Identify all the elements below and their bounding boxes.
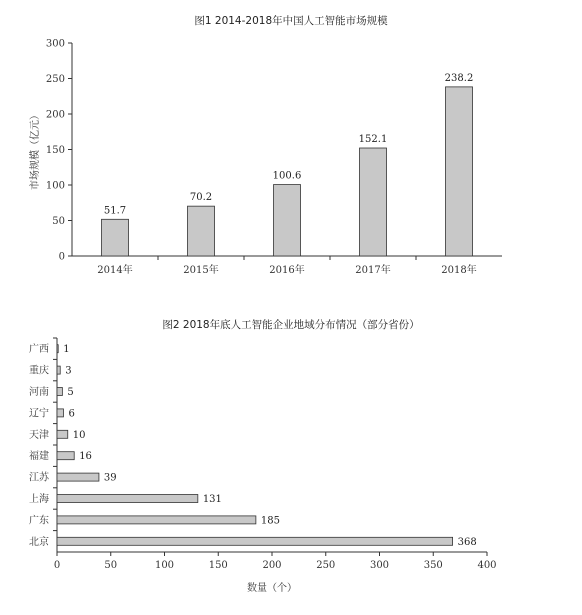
chart2-bar [57, 495, 198, 503]
chart1-y-tick-label: 100 [45, 180, 65, 192]
enterprise-distribution-bar-chart [0, 300, 582, 615]
chart1-data-label: 100.6 [272, 170, 302, 182]
chart2-data-label: 16 [79, 451, 92, 463]
chart1-category-label: 2018年 [441, 265, 477, 276]
chart1-category-label: 2016年 [269, 265, 305, 276]
chart1-bar [274, 185, 301, 256]
chart1-category-label: 2015年 [183, 265, 219, 276]
chart1-y-tick-label: 150 [45, 145, 65, 156]
chart2-data-label: 185 [260, 515, 280, 527]
chart2-data-label: 131 [202, 494, 222, 505]
chart2-bar [57, 388, 62, 396]
chart2-bar [57, 366, 60, 374]
chart2-bar [57, 537, 453, 545]
chart2-category-label: 天津 [29, 429, 49, 441]
chart2-x-tick-label: 350 [423, 560, 443, 571]
chart1-category-label: 2017年 [355, 265, 391, 276]
chart2-title: 图2 2018年底人工智能企业地域分布情况（部分省份） [162, 319, 420, 331]
chart1-y-tick-label: 300 [45, 38, 65, 50]
chart1-bar [188, 206, 215, 256]
chart2-bar [57, 516, 256, 524]
chart2-x-tick-label: 150 [208, 560, 228, 571]
chart1-y-tick-label: 0 [58, 251, 65, 263]
chart2-x-tick-label: 200 [262, 560, 282, 571]
chart1-data-label: 152.1 [358, 134, 388, 146]
chart1-bar [360, 148, 387, 256]
chart1-category-label: 2014年 [97, 265, 133, 276]
chart2-x-tick-label: 400 [477, 560, 497, 571]
chart2-bar [57, 452, 74, 460]
chart2-data-label: 5 [67, 387, 74, 398]
chart2-bar [57, 409, 63, 417]
chart1-y-axis-label: 市场规模（亿元） [30, 110, 41, 190]
chart2-category-label: 河南 [29, 387, 49, 398]
chart2-category-label: 重庆 [29, 365, 49, 377]
chart2-x-tick-label: 0 [53, 560, 61, 571]
chart1-data-label: 51.7 [103, 205, 127, 217]
market-size-bar-chart [0, 0, 582, 300]
chart2-bar [57, 473, 99, 481]
chart2-data-label: 1 [63, 344, 70, 356]
chart2-data-label: 3 [65, 365, 72, 377]
chart2-bar [57, 345, 58, 353]
chart1-data-label: 70.2 [189, 192, 213, 204]
chart2-category-label: 福建 [29, 451, 49, 463]
chart1-bar [446, 87, 473, 256]
chart2-x-tick-label: 300 [369, 560, 390, 571]
chart2-category-label: 辽宁 [29, 408, 49, 420]
chart2-data-label: 39 [103, 472, 117, 484]
chart1-y-tick-label: 250 [45, 74, 65, 85]
chart1-y-tick-label: 50 [52, 216, 65, 227]
chart2-data-label: 368 [457, 536, 477, 548]
chart2-x-tick-label: 250 [316, 560, 336, 571]
chart1-bar [102, 219, 129, 256]
chart2-bar [57, 430, 68, 438]
chart1-data-label: 238.2 [444, 72, 474, 84]
chart2-category-label: 上海 [29, 494, 49, 505]
chart1-title: 图1 2014-2018年中国人工智能市场规模 [194, 15, 388, 27]
chart2-category-label: 广西 [29, 344, 49, 356]
chart2-category-label: 北京 [29, 536, 49, 548]
chart2-data-label: 10 [72, 429, 86, 441]
chart2-category-label: 广东 [29, 515, 49, 527]
chart1-y-tick-label: 200 [45, 109, 65, 121]
chart2-x-tick-label: 100 [154, 560, 175, 571]
chart2-x-tick-label: 50 [104, 560, 118, 571]
chart2-category-label: 江苏 [29, 472, 49, 484]
chart2-x-axis-label: 数量（个） [247, 583, 297, 594]
chart2-data-label: 6 [68, 408, 75, 420]
